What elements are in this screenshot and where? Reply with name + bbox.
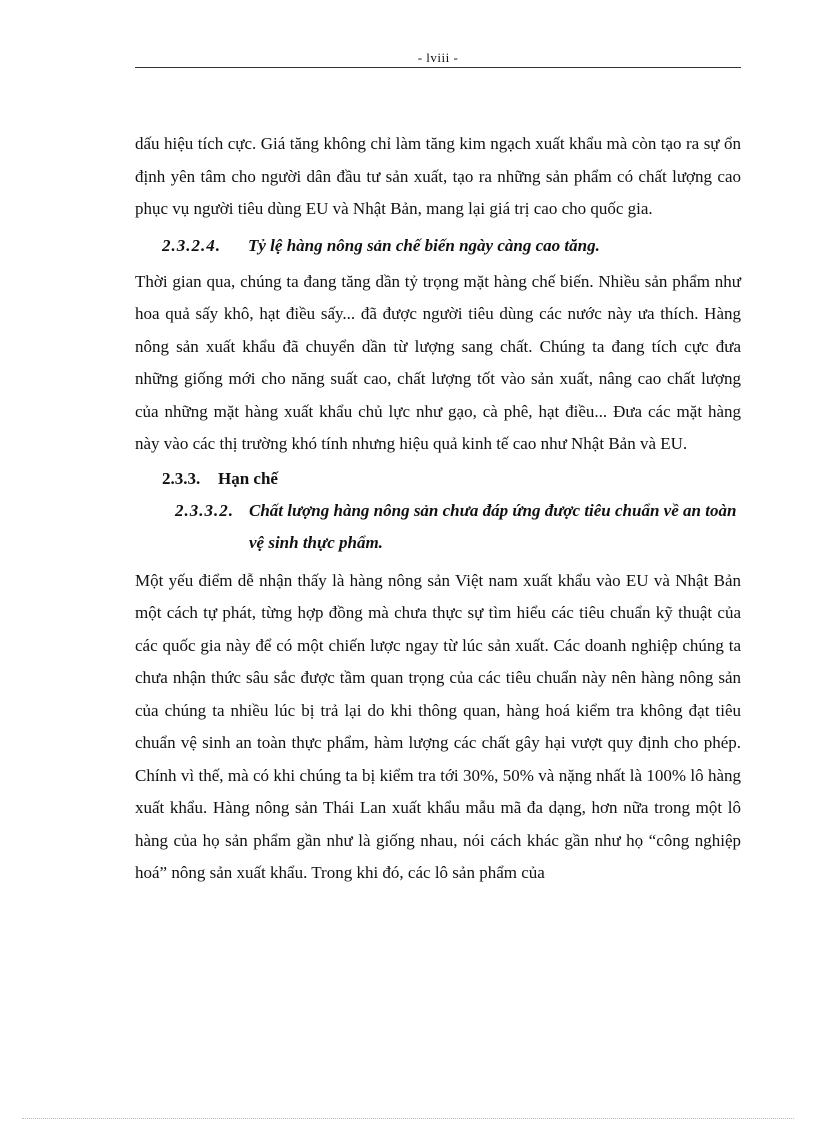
- heading-number: 2.3.3.2.: [175, 500, 234, 520]
- heading-title: Tỷ lệ hàng nông sản chế biến ngày càng cao tăng.: [248, 235, 600, 255]
- paragraph-intro: dấu hiệu tích cực. Giá tăng không chỉ làm tăng kim ngạch xuất khẩu mà còn tạo ra sự ổn định yên tâm cho người dân đầu tư sản xuất, tạo ra những sản phẩm có chất lượng cao phục vụ người tiêu dùng EU và Nhật Bản, mang lại giá trị cao cho quốc gia.: [135, 134, 741, 218]
- paragraph-limitations: Một yếu điểm dễ nhận thấy là hàng nông sản Việt nam xuất khẩu vào EU và Nhật Bản một cách tự phát, từng hợp đồng mà chưa thực sự tìm hiểu các tiêu chuẩn kỹ thuật của các quốc gia này để có một chiến lược ngay từ lúc sản xuất. Các doanh nghiệp chúng ta chưa nhận thức sâu sắc được tầm quan trọng của các tiêu chuẩn này nên hàng nông sản của chúng ta nhiều lúc bị trả lại do khi thông quan, hàng hoá kiểm tra không đạt tiêu chuẩn vệ sinh an toàn thực phẩm, hàm lượng các chất gây hại vượt quy định cho phép. Chính vì thế, mà có khi chúng ta bị kiểm tra tới 30%, 50% và nặng nhất là 100% lô hàng xuất khẩu. Hàng nông sản Thái Lan xuất khẩu mẫu mã đa dạng, hơn nữa trong một lô hàng của họ sản phẩm gần như là giống nhau, nói cách khác gần như họ “công nghiệp hoá” nông sản xuất khẩu. Trong khi đó, các lô sản phẩm của: [135, 570, 741, 882]
- heading-title: Chất lượng hàng nông sản chưa đáp ứng được tiêu chuẩn về an toàn vệ sinh thực phẩm.: [249, 500, 737, 552]
- heading-number: 2.3.2.4.: [162, 235, 221, 255]
- heading-2-3-3-2: [175, 495, 741, 559]
- heading-title: Hạn chế: [218, 468, 278, 488]
- heading-2-3-2-4: [162, 230, 741, 262]
- page-header: [135, 50, 741, 70]
- page-bottom-border: [22, 1118, 794, 1119]
- paragraph-processed-goods: Thời gian qua, chúng ta đang tăng dần tỷ trọng mặt hàng chế biến. Nhiều sản phẩm như hoa quả sấy khô, hạt điều sấy... đã được người tiêu dùng các nước này ưa thích. Hàng nông sản xuất khẩu đã chuyển dần từ lượng sang chất. Chúng ta đang tích cực đưa những giống mới cho năng suất cao, chất lượng tốt vào sản xuất, nâng cao chất lượng của những mặt hàng xuất khẩu chủ lực như gạo, cà phê, hạt điều... Đưa các mặt hàng này vào các thị trường khó tính nhưng hiệu quả kinh tế cao như Nhật Bản và EU.: [135, 271, 741, 453]
- heading-2-3-3: [162, 463, 741, 495]
- page-number: - lviii -: [417, 50, 459, 65]
- heading-number: 2.3.3.: [162, 468, 201, 488]
- document-body: [135, 128, 741, 890]
- header-rule: [135, 67, 741, 68]
